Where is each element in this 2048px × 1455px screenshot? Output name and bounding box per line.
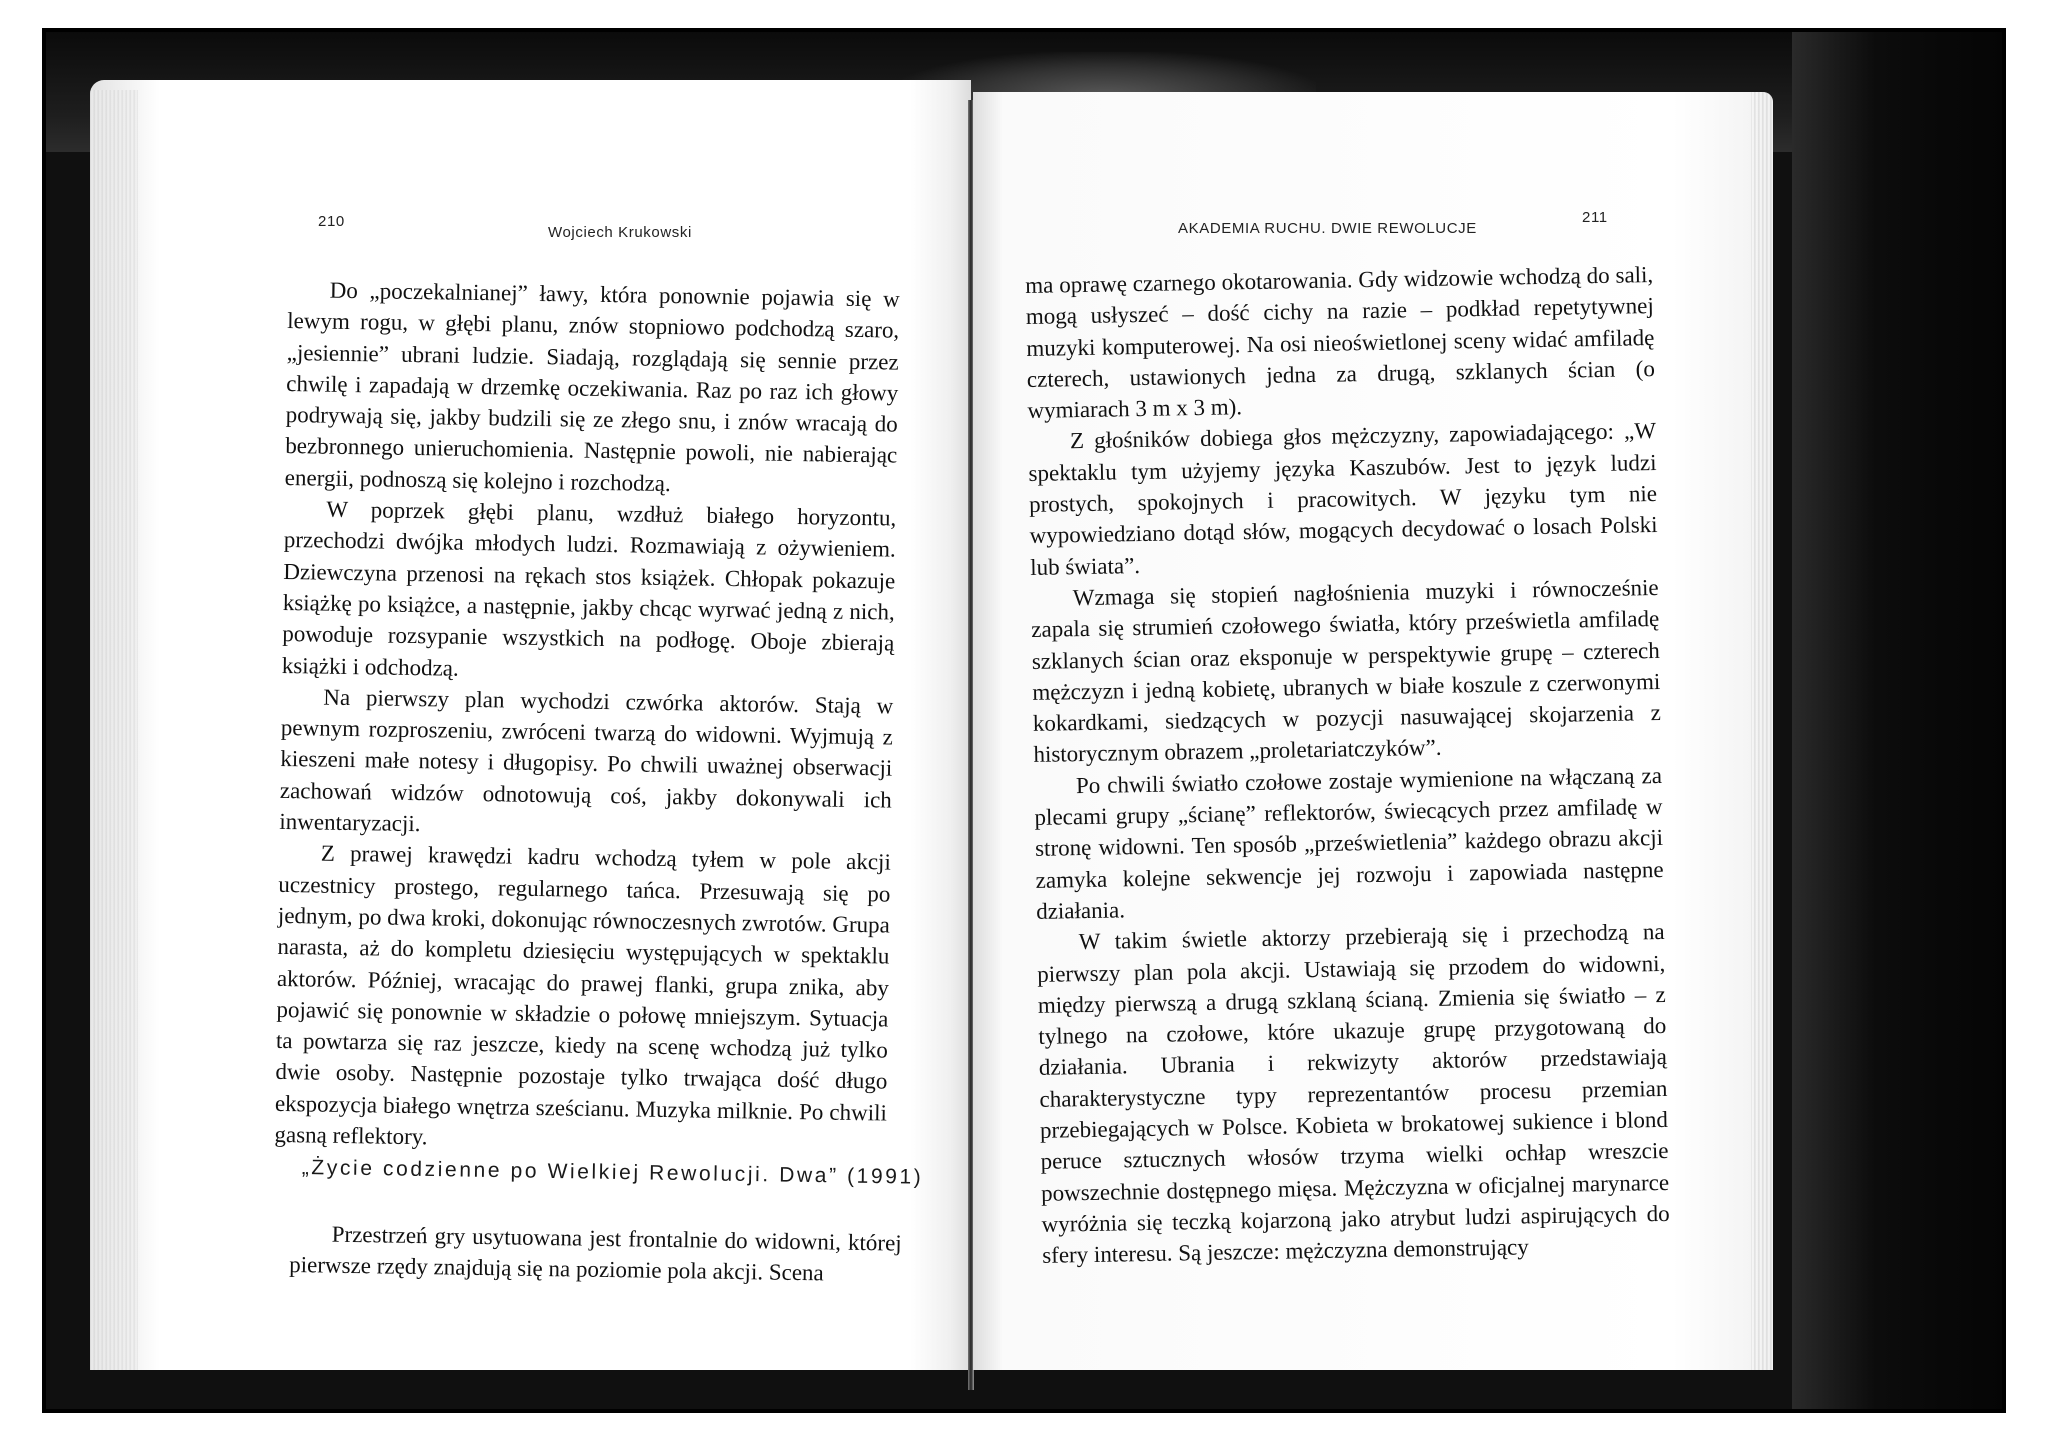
left-page-edge [90,90,138,1370]
section-title: „Życie codzienne po Wielkiej Rewolucji. Dwa” (1991) [301,1156,924,1189]
right-page-number: 211 [1582,209,1608,226]
right-paragraph-5: W takim świetle aktorzy przebierają się i przechodzą na pierwszy plan pola akcji. Ustawiają się przodem do widowni, między pierwszą a drugą szklaną ścianą. Zmienia się światło – z tylnego na czołowe, które ukazuje grupę przygotowaną do działania. Ubrania i rekwizyty aktorów przedstawiają charakterystyczne typy reprezentantów procesu przemian przebiegających w Polsce. Kobieta w brokatowej sukience i blond peruce sztucznych włosów trzyma wielki ochłap wreszcie powszechnie dostępnego mięsa. Mężczyzna w oficjalnej marynarce wyróżnia się teczką kojarzoną jako atrybut ludzi aspirujących do sfery interesu. Są jeszcze: mężczyzna demonstrujący [1037,919,1670,1269]
right-page [973,92,1773,1370]
right-paragraph-1: ma oprawę czarnego okotarowania. Gdy widzowie wchodzą do sali, mogą usłyszeć – dość cichy na razie – podkład repetytywnej muzyki komputerowej. Na osi nieoświetlonej sceny widać amfiladę czterech, ustawionych jedna za drugą, szklanych ścian (o wymiarach 3 m x 3 m). [1025,262,1656,424]
right-paragraph-2: Z głośników dobiega głos mężczyzny, zapowiadającego: „W spektaklu tym użyjemy języka Kaszubów. Jest to język ludzi prostych, spokojnych i pracowitych. W języku tym nie wypowiedziano dotąd słów, mogących decydować o losach Polski lub świata”. [1028,418,1658,580]
left-paragraph-1: Do „poczekalnianej” ławy, która ponownie pojawia się w lewym rogu, w głębi planu, znów stopniowo podchodzą szaro, „jesiennie” ubrani ludzie. Siadają, rozglądają się sennie przez chwilę i zapadają w drzemkę oczekiwania. Raz po raz ich głowy podrywają się, jakby budzili się ze złego snu, i znów wracają do bezbronnego unieruchomienia. Następnie powoli, nie nabierając energii, podnoszą się kolejno i rozchodzą. [284,277,900,496]
right-page-edge [1751,92,1773,1370]
left-running-head: Wojciech Krukowski [548,224,692,241]
right-paragraph-4: Po chwili światło czołowe zostaje wymienione na włączaną za plecami grupy „ścianę” reflektorów, świecących przez amfiladę w stronę widowni. Ten sposób „prześwietlenia” każdego obrazu akcji zamyka kolejne sekwencje jej rozwoju i zapowiada następne działania. [1034,762,1664,924]
left-page-number: 210 [318,213,345,230]
left-page [90,80,971,1370]
left-body-text [274,274,900,1160]
left-section-paragraph: Przestrzeń gry usytuowana jest frontalnie do widowni, której pierwsze rzędy znajdują się na poziomie pola akcji. Scena [289,1221,902,1286]
scan-right-shadow [1792,32,2002,1409]
left-section-body [289,1218,902,1290]
right-body-text [1025,259,1670,1271]
right-running-head: AKADEMIA RUCHU. DWIE REWOLUCJE [1178,220,1477,237]
left-paragraph-3: Na pierwszy plan wychodzi czwórka aktorów. Stają w pewnym rozproszeniu, zwróceni twarzą do widowni. Wyjmują z kieszeni małe notesy i długopisy. Po chwili uważnej obserwacji zachowań widzów odnotowują coś, jakby dokonywali ich inwentaryzacji. [279,684,894,837]
left-paragraph-2: W poprzek głębi planu, wzdłuż białego horyzontu, przechodzi dwójka młodych ludzi. Rozmawiają z ożywieniem. Dziewczyna przenosi na rękach stos książek. Chłopak pokazuje książkę po książce, a następnie, jakby chcąc wyrwać jedną z nich, powoduje rozsypanie wszystkich na podłogę. Oboje zbierają książki i odchodzą. [281,496,897,681]
right-paragraph-3: Wzmaga się stopień nagłośnienia muzyki i równocześnie zapala się strumień czołowego światła, który prześwietla amfiladę szklanych ścian oraz eksponuje w perspektywie grupę – czterech mężczyzn i jedną kobietę, ubranych w białe koszule z czerwonymi kokardkami, siedzących w pozycji nasuwającej skojarzenia z historycznym obrazem „proletariatczyków”. [1031,574,1662,768]
left-paragraph-4: Z prawej krawędzi kadru wchodzą tyłem w pole akcji uczestnicy prostego, regularnego tańca. Przesuwają się po jednym, po dwa kroki, dokonując równoczesnych zwrotów. Grupa narasta, aż do kompletu dziesięciu występujących w spektaklu aktorów. Później, wracając do prawej flanki, grupa znika, aby pojawić się ponownie w składzie o połowę mniejszym. Sytuacja ta powtarza się raz jeszcze, kiedy na scenę wchodzą już tylko dwie osoby. Następnie pozostaje tylko trwająca dość długo ekspozycja białego wnętrza sześcianu. Muzyka milknie. Po chwili gasną reflektory. [274,840,892,1150]
